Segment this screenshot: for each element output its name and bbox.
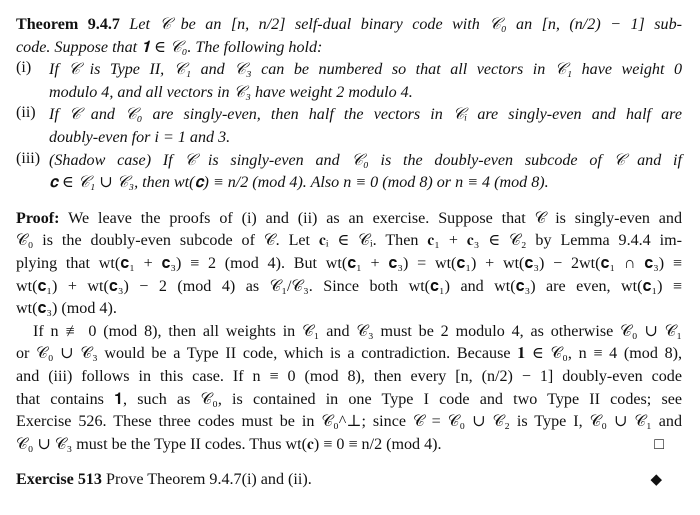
end-diamond-icon: ◆ bbox=[650, 472, 662, 489]
theorem-block bbox=[16, 14, 682, 195]
exercise-block bbox=[16, 469, 682, 492]
qed-square-icon: □ bbox=[654, 435, 664, 453]
theorem-item-ii: (ii) If 𝒞 and 𝒞₀ are singly-even, then half the vectors in 𝒞ᵢ are singly-even and half are doubly-even for i = 1 and 3. bbox=[16, 104, 682, 146]
theorem-line-1: Theorem 9.4.7 Let 𝒞 be an [n, n/2] self-dual binary code with 𝒞₀ an [n, (n/2) − 1] sub- bbox=[16, 16, 682, 33]
proof-line-1: Proof: We leave the proofs of (i) and (ii) as an exercise. Suppose that 𝒞 is singly-even and bbox=[16, 209, 682, 227]
theorem-label: Theorem 9.4.7 bbox=[16, 16, 120, 33]
theorem-item-i: (i) If 𝒞 is Type II, 𝒞₁ and 𝒞₃ can be numbered so that all vectors in 𝒞₁ have weight 0 modulo 4, and all vectors in 𝒞₃ have weight 2 modulo 4. bbox=[16, 59, 682, 101]
exercise-text: Prove Theorem 9.4.7(i) and (ii). bbox=[106, 471, 312, 489]
theorem-line-2: code. Suppose that 𝟏 ∈ 𝒞₀. The following hold: bbox=[16, 38, 323, 56]
proof-para2-line-1: If n ≢ 0 (mod 8), then all weights in 𝒞₁ and 𝒞₃ must be 2 modulo 4, as otherwise 𝒞₀ ∪ 𝒞₁ bbox=[33, 322, 682, 340]
proof-label: Proof: bbox=[16, 209, 60, 227]
item-number: (i) bbox=[16, 59, 32, 77]
exercise-label: Exercise 513 bbox=[16, 471, 102, 489]
proof-block: Proof: We leave the proofs of (i) and (ii) as an exercise. Suppose that 𝒞 is singly-even and 𝒞₀ is the doubly-even subcode of 𝒞. Let 𝐜ᵢ ∈ 𝒞ᵢ. Then 𝐜₁ + 𝐜₃ ∈ 𝒞₂ by Lemma 9.4.4 im- plying that wt(𝐜₁ + 𝐜₃) ≡ 2 (mod 4). But wt(𝐜₁ + 𝐜₃) = wt(𝐜₁) + wt(𝐜₃) − 2wt(𝐜₁ ∩ 𝐜₃) ≡ wt(𝐜₁) + wt(𝐜₃) − 2 (mod 4) as 𝒞₁/𝒞₃. Since both wt(𝐜₁) and wt(𝐜₃) are even, wt(𝐜₁) ≡ wt(𝐜₃) (mod 4). If n ≢ 0 (mod 8), then all weights in 𝒞₁ and 𝒞₃ must be 2 modulo 4, as otherwise 𝒞₀ ∪ 𝒞₁ or 𝒞₀ ∪ 𝒞₃ would be a Type II code, which is a contradiction. Because 𝟏 ∈ 𝒞₀, n ≡ 4 (mod 8), and (iii) follows in this case. If n ≡ 0 (mod 8), then every [n, (n/2) − 1] doubly-even code that contains 𝟏, such as 𝒞₀, is contained in one Type I code and two Type II codes; see Exercise 526. These three codes must be in 𝒞₀^⊥; since 𝒞 = 𝒞₀ ∪ 𝒞₂ is Type I, 𝒞₀ ∪ 𝒞₁ and 𝒞₀ ∪ 𝒞₃ must be the Type II codes. Thus wt(𝐜) ≡ 0 ≡ n/2 (mod 4). □ bbox=[16, 208, 682, 457]
theorem-item-iii: (iii) (Shadow case) If 𝒞 is singly-even and 𝒞₀ is the doubly-even subcode of 𝒞 and if 𝐜 ∈ 𝒞₁ ∪ 𝒞₃, then wt(𝐜) ≡ n/2 (mod 4). Also n ≡ 0 (mod 8) or n ≡ 4 (mod 8). bbox=[16, 149, 682, 192]
item-number: (ii) bbox=[16, 104, 36, 122]
item-number: (iii) bbox=[16, 149, 41, 167]
